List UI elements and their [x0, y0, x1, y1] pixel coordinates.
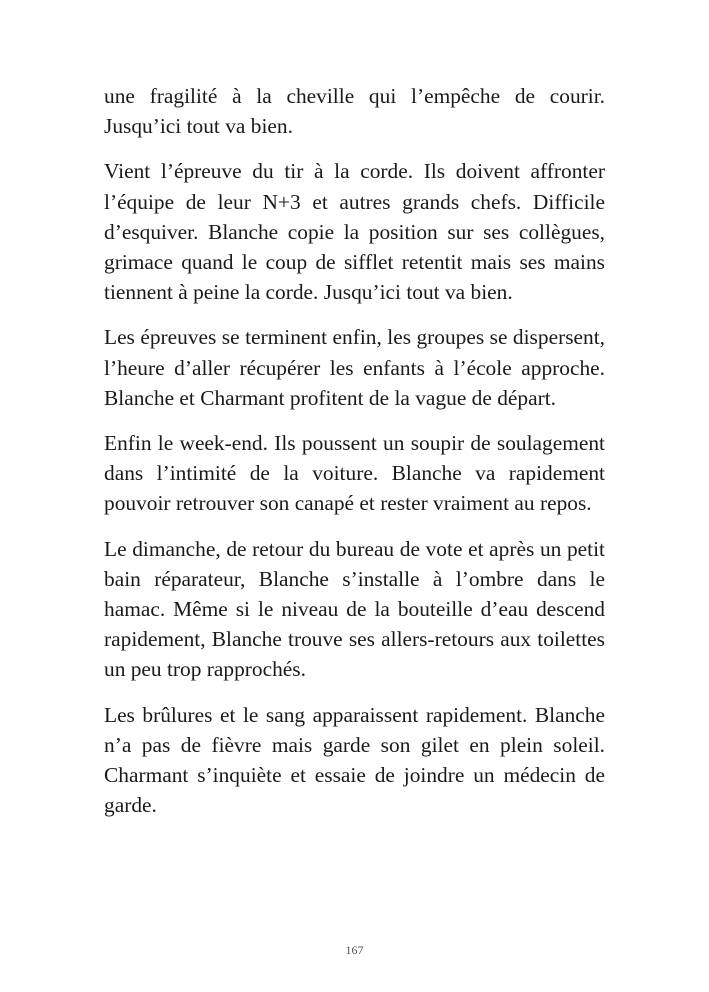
- paragraph: Le dimanche, de retour du bureau de vote et après un petit bain réparateur, Blanche s’installe à l’ombre dans le hamac. Même si le niveau de la bouteille d’eau descend rapidement, Blanche trouve ses allers-retours aux toilettes un peu trop rapprochés.: [104, 536, 605, 682]
- page-number: 167: [345, 943, 364, 957]
- paragraph: Enfin le week-end. Ils poussent un soupir de soulagement dans l’intimité de la voiture. Blanche va rapidement pouvoir retrouver son canapé et rester vraiment au repos.: [104, 431, 605, 516]
- paragraph: une fragilité à la cheville qui l’empêche de courir. Jusqu’ici tout va bien.: [104, 84, 605, 139]
- paragraph: Les épreuves se terminent enfin, les groupes se dispersent, l’heure d’aller récupérer les enfants à l’école approche. Blanche et Charmant profitent de la vague de départ.: [104, 325, 605, 410]
- body-text: [104, 81, 605, 820]
- paragraph: Vient l’épreuve du tir à la corde. Ils doivent affronter l’équipe de leur N+3 et autres grands chefs. Difficile d’esquiver. Blanche copie la position sur ses collègues, grimace quand le coup de sifflet retentit mais ses mains tiennent à peine la corde. Jusqu’ici tout va bien.: [104, 159, 605, 305]
- paragraph: Les brûlures et le sang apparaissent rapidement. Blanche n’a pas de fièvre mais garde son gilet en plein soleil. Charmant s’inquiète et essaie de joindre un médecin de garde.: [104, 702, 605, 818]
